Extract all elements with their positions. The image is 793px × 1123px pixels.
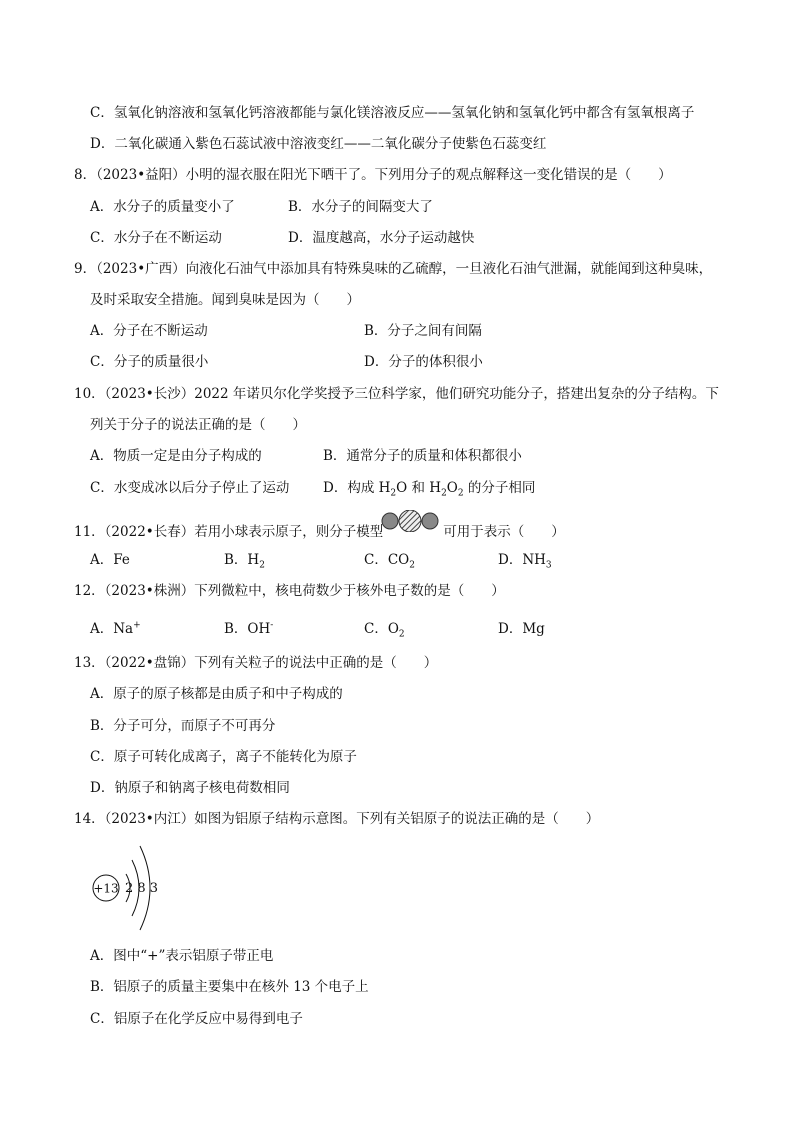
q12-option-d: D．Mg: [498, 621, 545, 637]
q12-option-b: B．OH-: [224, 620, 274, 637]
q8-option-b: B．水分子的间隔变大了: [288, 199, 433, 215]
q10-option-c: C．水变成冰以后分子停止了运动: [90, 480, 290, 496]
q13-option-d: D．钠原子和钠离子核电荷数相同: [90, 780, 290, 796]
q14-option-c: C．铝原子在化学反应中易得到电子: [90, 1011, 303, 1027]
q8-option-c: C．水分子在不断运动: [90, 230, 222, 246]
q11-option-a: A．Fe: [90, 552, 130, 568]
q8-option-d: D．温度越高，水分子运动越快: [288, 230, 475, 246]
q14-option-b: B．铝原子的质量主要集中在核外 13 个电子上: [90, 979, 369, 995]
q10-stem-line2: 列关于分子的说法正确的是（ ）: [90, 417, 306, 433]
q13-option-a: A．原子的原子核都是由质子和中子构成的: [90, 686, 343, 702]
q10-option-d: D．构成 $H_2O$ 和 $H_2O_2$ 的分子相同: [323, 480, 536, 499]
molecule-model-icon: [380, 510, 440, 532]
q10-option-a: A．物质一定是由分子构成的: [90, 448, 262, 464]
q12-option-c: C．$O_2$: [364, 621, 405, 640]
q8-stem: 8．（2023•益阳）小明的湿衣服在阳光下晒干了。下列用分子的观点解释这一变化错误的是（ ）: [74, 167, 672, 183]
q11-option-b: B．$H_2$: [224, 552, 265, 571]
q12-option-a: A．Na+: [90, 620, 141, 637]
nucleus-label: +13: [93, 881, 119, 896]
q12-stem: 12．（2023•株洲）下列微粒中，核电荷数少于核外电子数的是（ ）: [74, 583, 505, 599]
q9-option-a: A．分子在不断运动: [90, 323, 208, 339]
q13-option-c: C．原子可转化成离子，离子不能转化为原子: [90, 749, 357, 765]
q11-option-d: D．$NH_3$: [498, 552, 552, 571]
q10-option-b: B．通常分子的质量和体积都很小: [323, 448, 522, 464]
q11-stem: 11．（2022•长春）若用小球表示原子，则分子模型 可用于表示（ ）: [74, 524, 565, 540]
q13-option-b: B．分子可分，而原子不可再分: [90, 718, 276, 734]
q9-stem-line2: 及时采取安全措施。闻到臭味是因为（ ）: [90, 292, 360, 308]
q14-option-a: A．图中“+”表示铝原子带正电: [90, 948, 274, 964]
q13-stem: 13．（2022•盘锦）下列有关粒子的说法中正确的是（ ）: [74, 655, 438, 671]
q7-option-c: C．氢氧化钠溶液和氢氧化钙溶液都能与氯化镁溶液反应——氢氧化钠和氢氧化钙中都含有氢氧根离子: [90, 105, 695, 121]
q9-option-c: C．分子的质量很小: [90, 354, 209, 370]
electron-shell-counts: 2 8 3: [125, 881, 159, 896]
q8-option-a: A．水分子的质量变小了: [90, 199, 235, 215]
q9-stem-line1: 9．（2023•广西）向液化石油气中添加具有特殊臭味的乙硫醇，一旦液化石油气泄漏，就能闻到这种臭味，: [74, 261, 713, 277]
q10-stem-line1: 10．（2023•长沙）2022 年诺贝尔化学奖授予三位科学家，他们研究功能分子，搭建出复杂的分子结构。下: [74, 386, 719, 402]
q9-option-d: D．分子的体积很小: [364, 354, 483, 370]
q7-option-d: D．二氧化碳通入紫色石蕊试液中溶液变红——二氧化碳分子使紫色石蕊变红: [90, 136, 547, 152]
q14-stem: 14．（2023•内江）如图为铝原子结构示意图。下列有关铝原子的说法正确的是（ ）: [74, 811, 600, 827]
q9-option-b: B．分子之间有间隔: [364, 323, 482, 339]
aluminum-atom-structure-diagram: [88, 838, 168, 938]
q11-option-c: C．$CO_2$: [364, 552, 415, 571]
